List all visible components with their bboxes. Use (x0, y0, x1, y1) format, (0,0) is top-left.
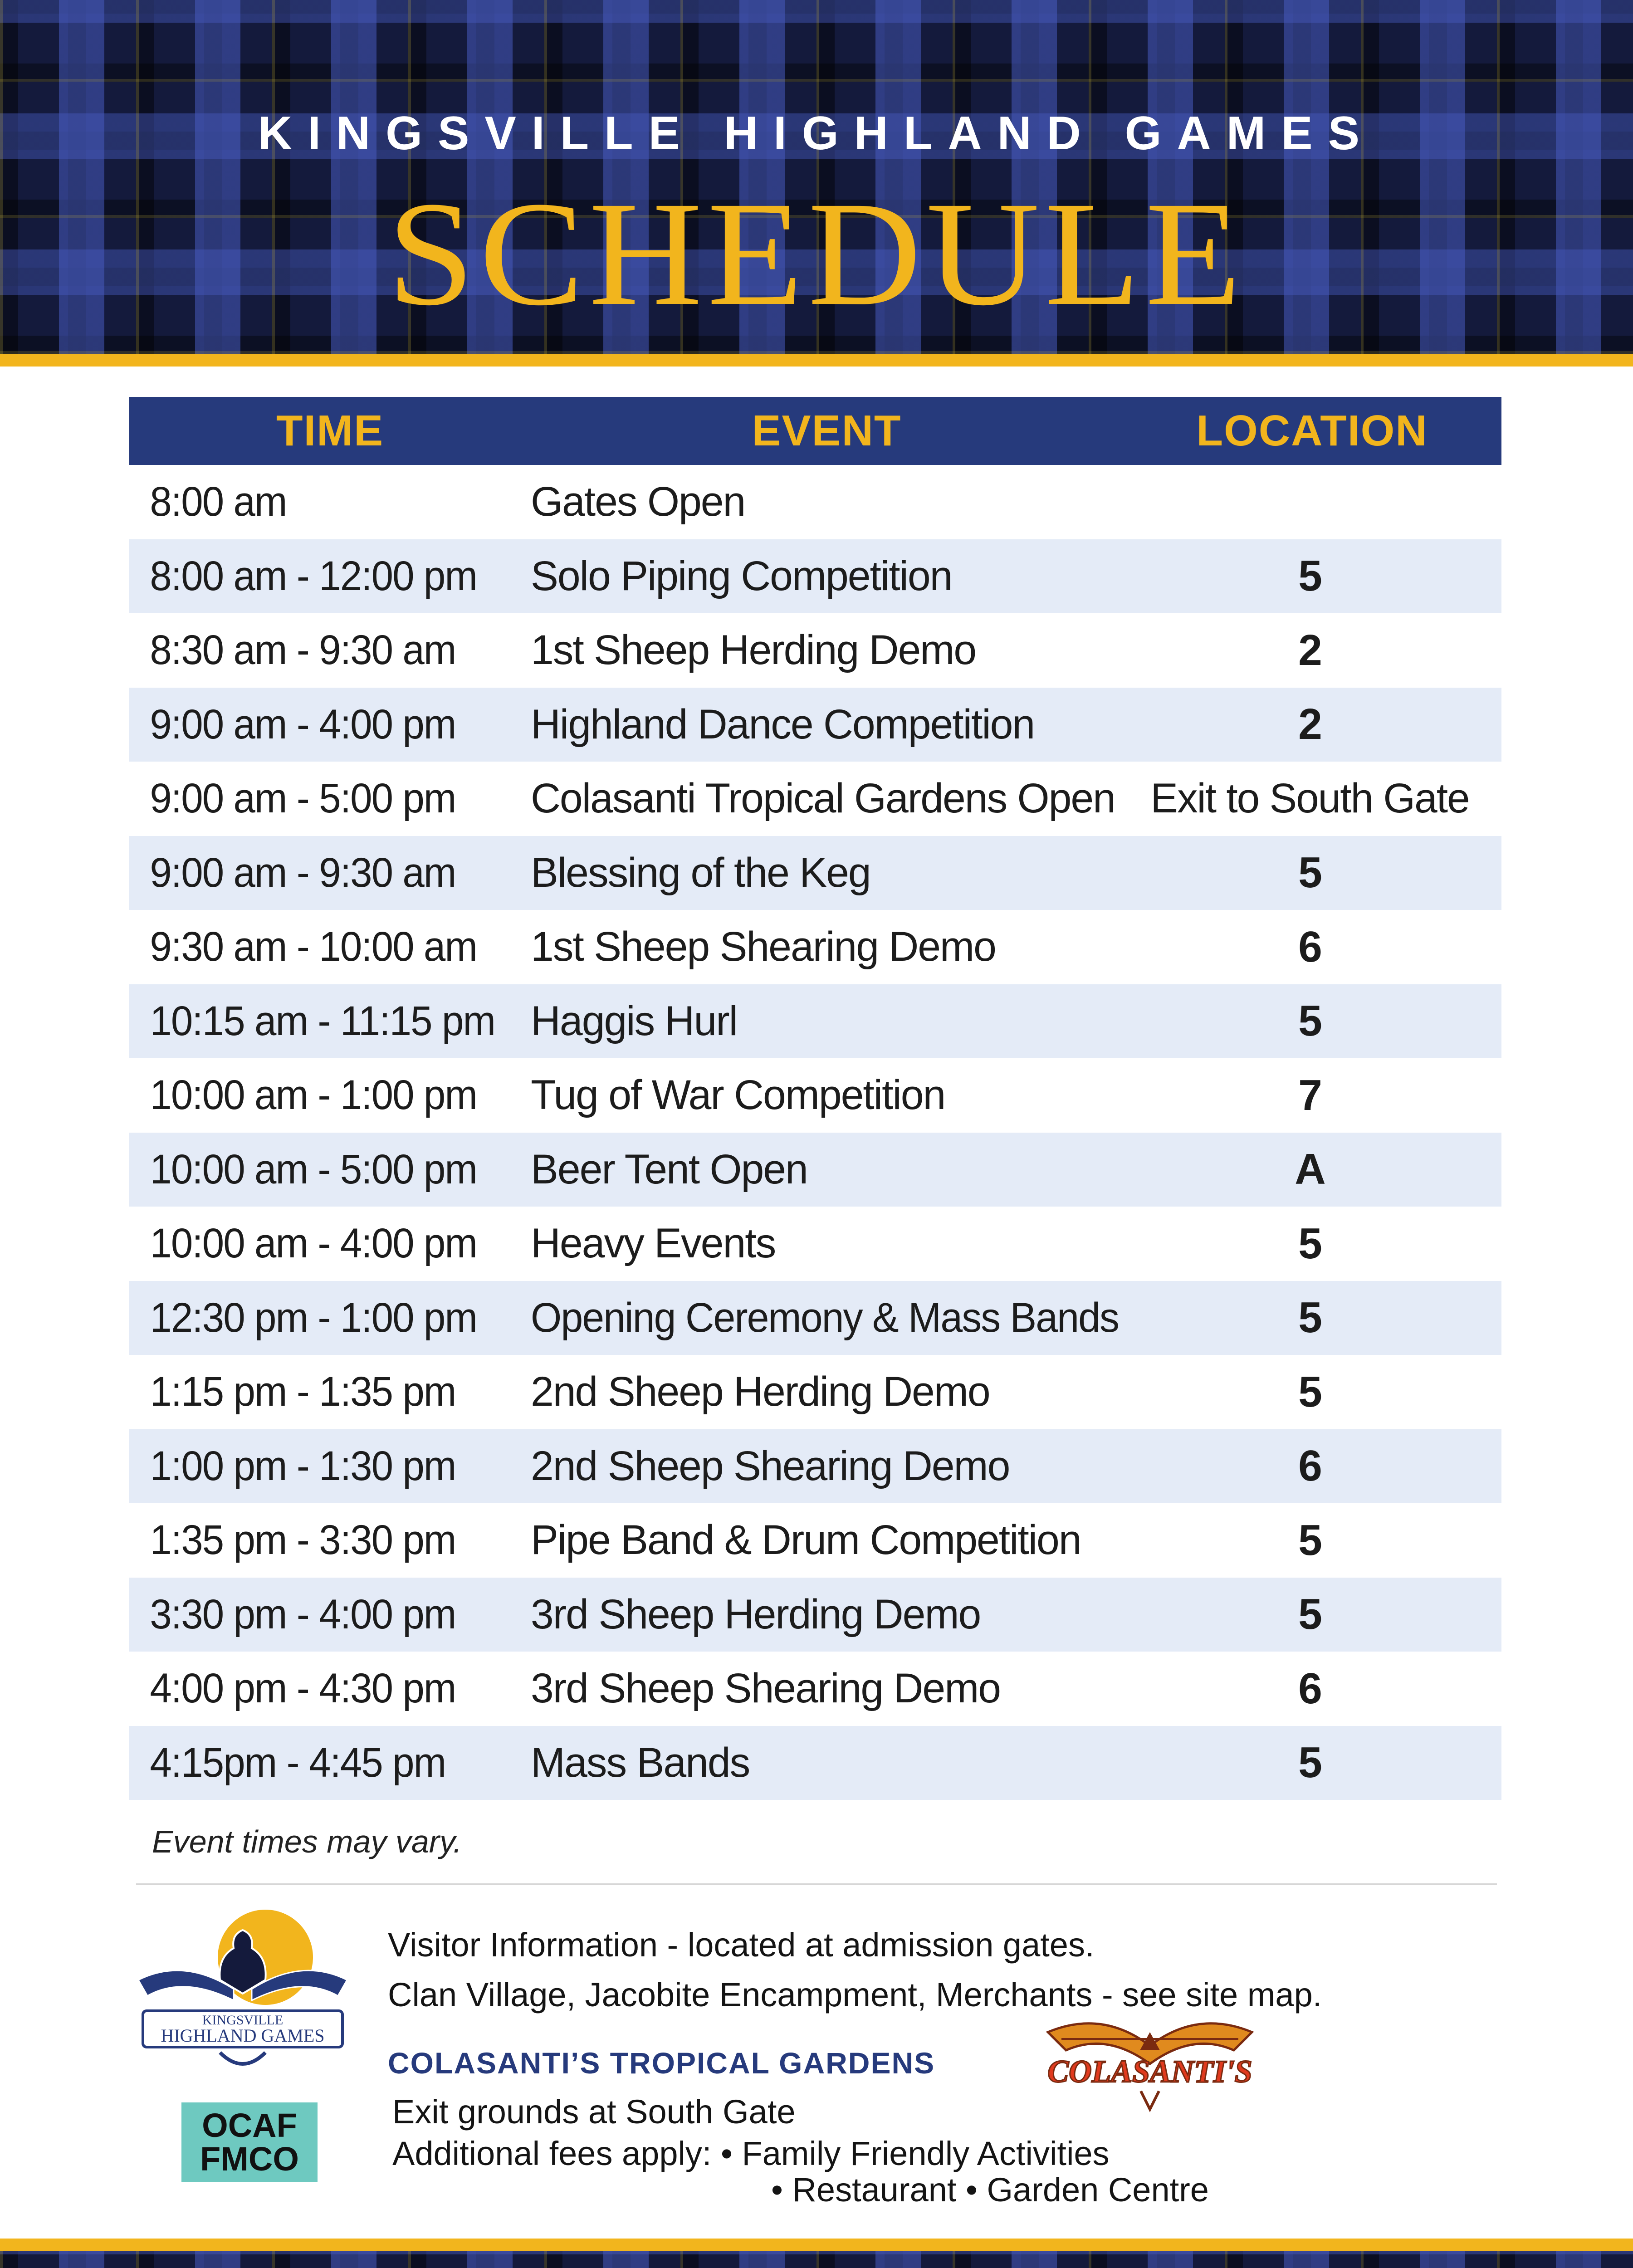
ocaf-fmco-logo (181, 2102, 318, 2182)
location-cell: A (1295, 1145, 1325, 1194)
table-row (129, 1578, 1501, 1652)
time-cell: 4:00 pm - 4:30 pm (150, 1665, 456, 1712)
visitor-info-line: Visitor Information - located at admission gates. (388, 1926, 1095, 1964)
location-cell: 5 (1298, 1293, 1321, 1342)
time-cell: 9:00 am - 9:30 am (150, 849, 456, 896)
colasanti-logo-text: COLASANTI'S (1047, 2054, 1252, 2089)
time-cell: 8:00 am - 12:00 pm (150, 552, 477, 599)
exit-grounds-line: Exit grounds at South Gate (392, 2093, 796, 2131)
gardens-heading: COLASANTI’S TROPICAL GARDENS (388, 2046, 935, 2080)
page-title: SCHEDULE (387, 171, 1246, 337)
time-cell: 9:00 am - 5:00 pm (150, 775, 456, 822)
column-header-time: TIME (276, 406, 384, 455)
event-name: KINGSVILLE HIGHLAND GAMES (258, 107, 1375, 160)
location-cell: 5 (1298, 848, 1321, 897)
location-cell: 5 (1298, 1515, 1321, 1564)
event-cell: 1st Sheep Herding Demo (531, 627, 976, 674)
location-cell: 2 (1298, 626, 1321, 675)
column-header-event: EVENT (752, 406, 902, 455)
event-cell: Opening Ceremony & Mass Bands (531, 1294, 1119, 1341)
event-cell: Solo Piping Competition (531, 552, 952, 599)
event-cell: Highland Dance Competition (531, 701, 1035, 748)
time-cell: 9:30 am - 10:00 am (150, 924, 477, 970)
table-row (129, 1652, 1501, 1726)
event-cell: 3rd Sheep Herding Demo (531, 1591, 981, 1637)
event-times-note: Event times may vary. (152, 1824, 462, 1859)
event-cell: Pipe Band & Drum Competition (531, 1517, 1081, 1564)
table-row (129, 910, 1501, 984)
location-cell: 7 (1298, 1070, 1321, 1119)
time-cell: 10:15 am - 11:15 pm (150, 997, 495, 1044)
table-row (129, 1281, 1501, 1355)
header-tartan-banner (0, 0, 1633, 354)
location-cell: 6 (1298, 1442, 1321, 1491)
table-header (129, 397, 1501, 465)
kingsville-highland-games-logo (129, 1903, 356, 2075)
event-cell: Gates Open (531, 479, 745, 525)
event-cell: Beer Tent Open (531, 1146, 807, 1193)
location-cell: 5 (1298, 1738, 1321, 1787)
khg-logo-line1: KINGSVILLE (202, 2013, 284, 2028)
event-cell: Heavy Events (531, 1220, 776, 1267)
time-cell: 9:00 am - 4:00 pm (150, 701, 456, 748)
clan-village-line: Clan Village, Jacobite Encampment, Merchants - see site map. (388, 1976, 1322, 2014)
event-cell: Tug of War Competition (531, 1072, 945, 1119)
location-cell: 5 (1298, 1219, 1321, 1268)
table-row (129, 836, 1501, 910)
additional-fees-line: Additional fees apply: • Family Friendly Activities (392, 2135, 1110, 2172)
location-cell: 5 (1298, 1367, 1321, 1416)
time-cell: 10:00 am - 4:00 pm (150, 1220, 477, 1267)
table-row (129, 1058, 1501, 1133)
time-cell: 1:35 pm - 3:30 pm (150, 1517, 456, 1564)
colasantis-logo (1043, 2014, 1257, 2114)
restaurant-garden-line: • Restaurant • Garden Centre (771, 2171, 1209, 2209)
time-cell: 10:00 am - 5:00 pm (150, 1146, 477, 1193)
table-row (129, 465, 1501, 539)
table-row (129, 1355, 1501, 1429)
table-row (129, 1207, 1501, 1281)
footer-gold-stripe (0, 2239, 1633, 2251)
ocaf-logo-line2: FMCO (200, 2140, 299, 2178)
event-cell: Blessing of the Keg (531, 849, 870, 896)
table-row (129, 613, 1501, 688)
location-cell: 5 (1298, 997, 1321, 1046)
footer-tartan-banner (0, 2251, 1633, 2268)
table-row (129, 539, 1501, 614)
schedule-table (129, 397, 1501, 1800)
table-row (129, 1726, 1501, 1800)
location-cell: 2 (1298, 700, 1321, 749)
table-row (129, 762, 1501, 836)
time-cell: 1:15 pm - 1:35 pm (150, 1369, 456, 1415)
location-cell: 6 (1298, 1664, 1321, 1713)
location-cell: Exit to South Gate (1150, 775, 1469, 822)
event-cell: 3rd Sheep Shearing Demo (531, 1665, 1001, 1712)
time-cell: 4:15pm - 4:45 pm (150, 1739, 446, 1786)
event-cell: Haggis Hurl (531, 997, 737, 1044)
location-cell: 5 (1298, 1590, 1321, 1639)
event-cell: 2nd Sheep Shearing Demo (531, 1442, 1010, 1489)
column-header-location: LOCATION (1196, 406, 1428, 455)
location-cell: 6 (1298, 922, 1321, 971)
time-cell: 12:30 pm - 1:00 pm (150, 1294, 477, 1341)
table-row (129, 1429, 1501, 1504)
table-row (129, 1133, 1501, 1207)
time-cell: 1:00 pm - 1:30 pm (150, 1442, 456, 1489)
time-cell: 8:30 am - 9:30 am (150, 627, 456, 674)
event-cell: Colasanti Tropical Gardens Open (531, 775, 1115, 822)
time-cell: 10:00 am - 1:00 pm (150, 1072, 477, 1119)
location-cell: 5 (1298, 552, 1321, 601)
section-divider (136, 1883, 1497, 1885)
time-cell: 8:00 am (150, 479, 287, 525)
table-row (129, 688, 1501, 762)
table-row (129, 1503, 1501, 1578)
event-cell: Mass Bands (531, 1739, 750, 1786)
event-cell: 1st Sheep Shearing Demo (531, 924, 996, 970)
header-gold-stripe (0, 354, 1633, 367)
table-row (129, 984, 1501, 1059)
time-cell: 3:30 pm - 4:00 pm (150, 1591, 456, 1637)
khg-logo-line2: HIGHLAND GAMES (161, 2025, 325, 2046)
ocaf-logo-line1: OCAF (202, 2107, 297, 2144)
table-body (129, 465, 1501, 1800)
event-cell: 2nd Sheep Herding Demo (531, 1369, 990, 1415)
